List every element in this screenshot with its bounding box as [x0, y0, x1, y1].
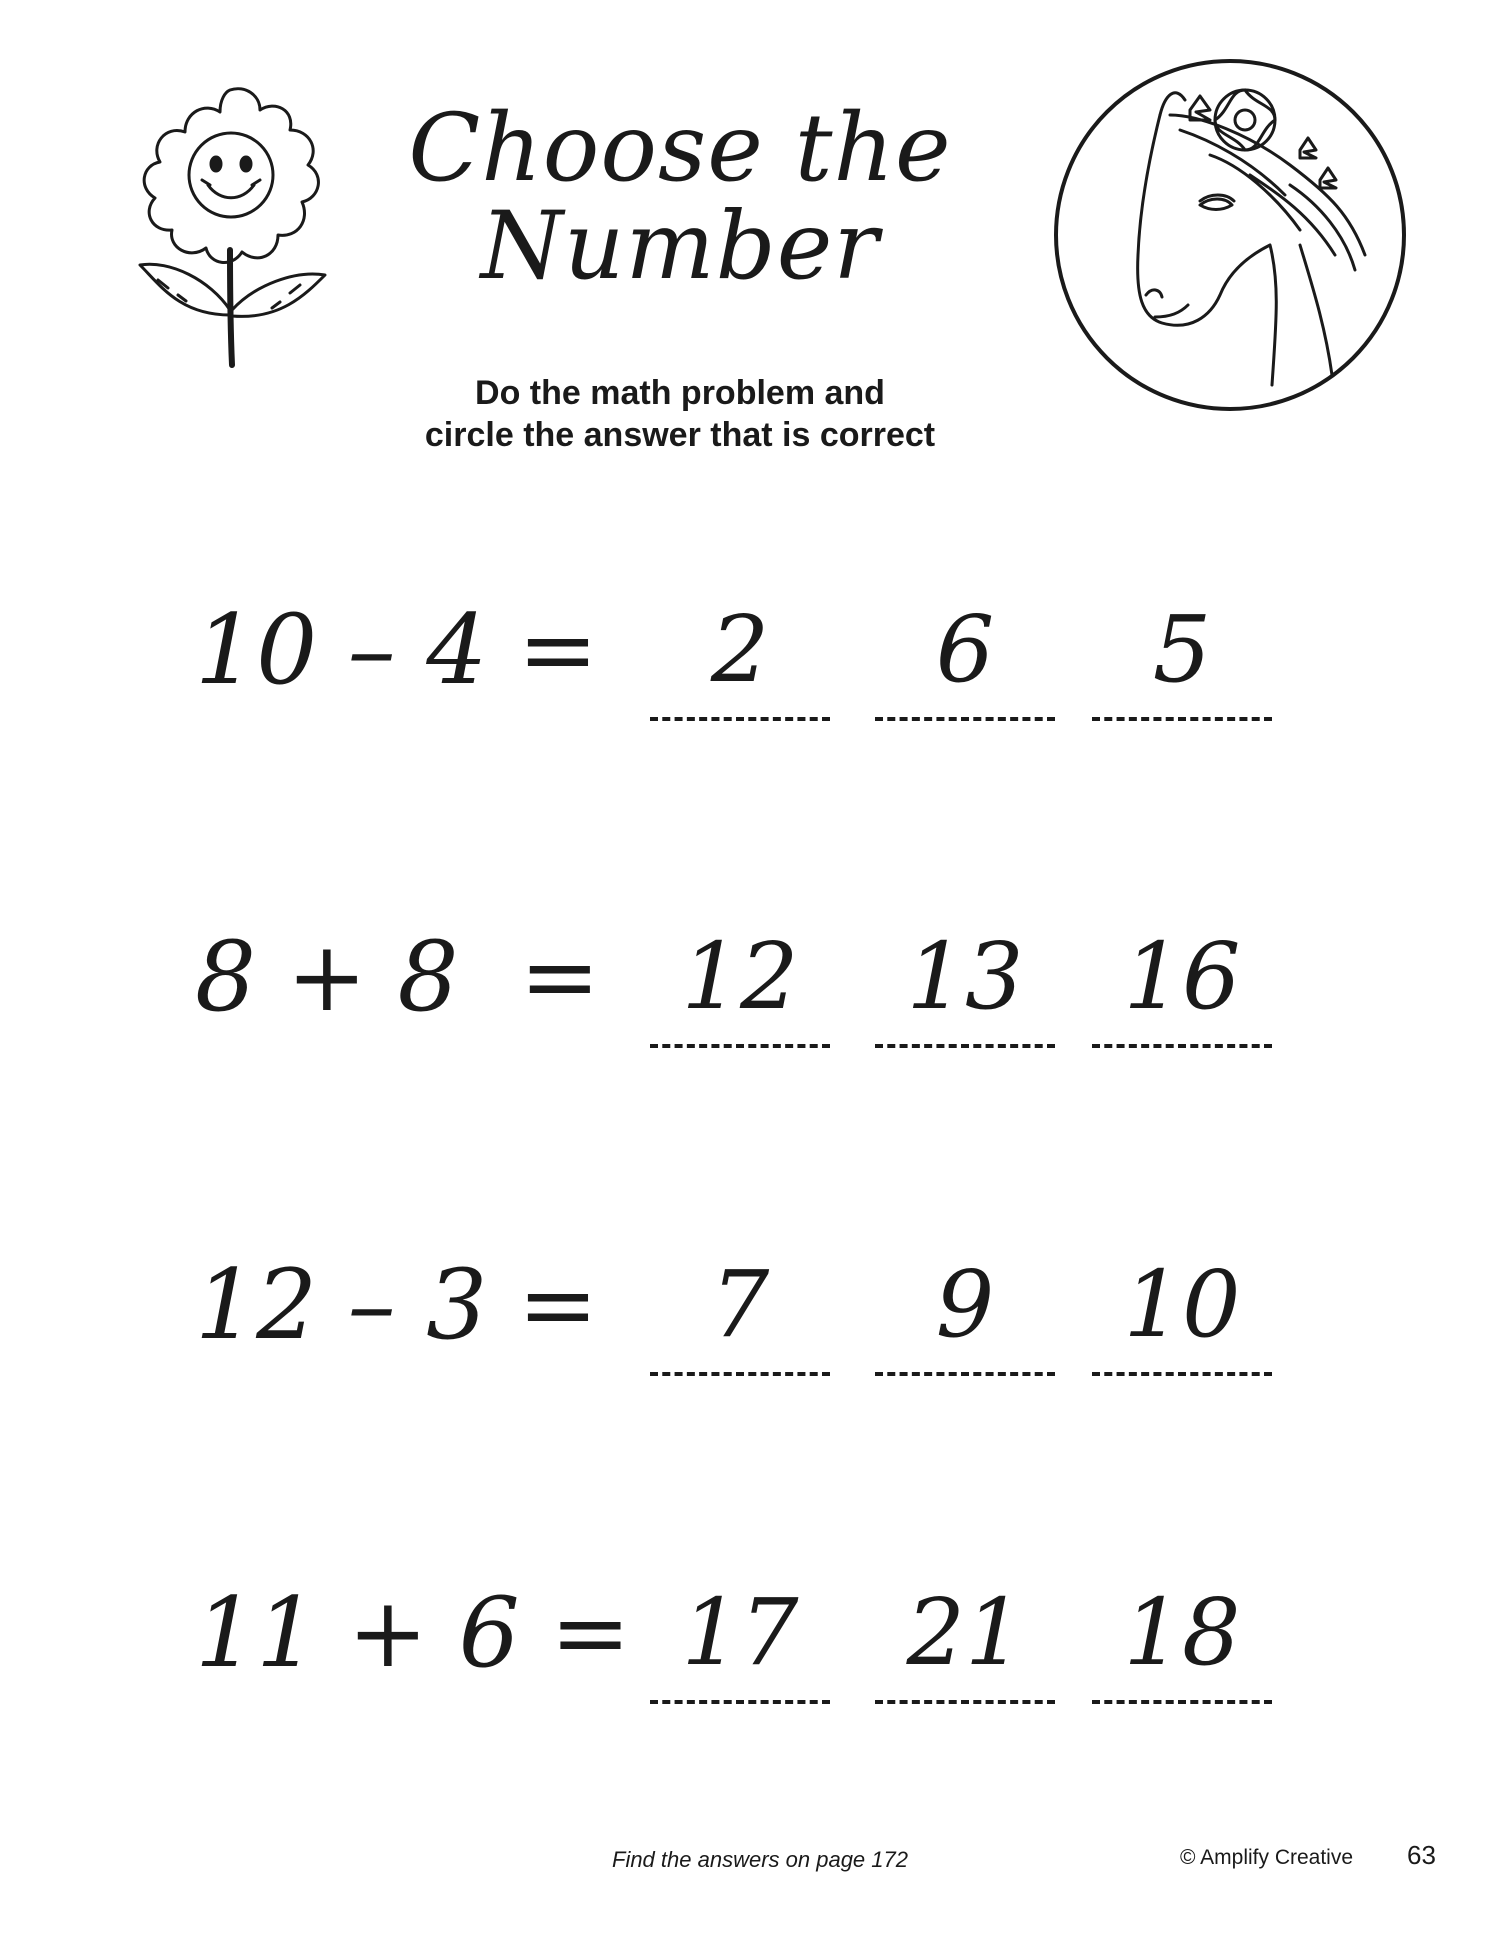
answer-underline: [650, 1372, 830, 1376]
answer-option[interactable]: 13: [906, 923, 1024, 1030]
answer-option[interactable]: 9: [935, 1251, 995, 1358]
answer-underline: [875, 717, 1055, 721]
problem-expression: 8 + 8 =: [195, 921, 601, 1033]
instruction-line-2: circle the answer that is correct: [424, 416, 936, 454]
instruction-line-1: Do the math problem and: [475, 374, 885, 412]
problem-expression: 12 – 3 =: [195, 1249, 599, 1361]
answer-underline: [1092, 1372, 1272, 1376]
answer-underline: [875, 1700, 1055, 1704]
answer-underline: [650, 717, 830, 721]
answer-option[interactable]: 5: [1152, 596, 1212, 703]
answer-underline: [1092, 1700, 1272, 1704]
page-number: 63: [1407, 1840, 1436, 1870]
answer-option[interactable]: 2: [710, 596, 770, 703]
title-line-2: Number: [480, 192, 880, 301]
problem-row: [0, 1578, 1500, 1728]
answer-option[interactable]: 12: [681, 923, 799, 1030]
problem-expression: 10 – 4 =: [195, 594, 599, 706]
problem-expression: 11 + 6 =: [195, 1577, 631, 1689]
problem-row: [0, 922, 1500, 1072]
answer-underline: [1092, 1044, 1272, 1048]
problem-row: [0, 595, 1500, 745]
answer-option[interactable]: 6: [935, 596, 995, 703]
answer-underline: [650, 1044, 830, 1048]
answer-option[interactable]: 17: [681, 1579, 799, 1686]
instructions: [380, 372, 980, 456]
answer-option[interactable]: 10: [1123, 1251, 1241, 1358]
answer-underline: [875, 1372, 1055, 1376]
answer-underline: [875, 1044, 1055, 1048]
answer-option[interactable]: 7: [710, 1251, 770, 1358]
problem-row: [0, 1250, 1500, 1400]
answer-option[interactable]: 21: [906, 1579, 1024, 1686]
answers-reference: Find the answers on page 172: [612, 1847, 908, 1872]
answer-option[interactable]: 18: [1123, 1579, 1241, 1686]
answer-underline: [1092, 717, 1272, 721]
page-title: [380, 94, 980, 301]
title-line-1: Choose the: [408, 94, 952, 203]
copyright-text: © Amplify Creative: [1180, 1846, 1354, 1869]
answer-option[interactable]: 16: [1123, 923, 1241, 1030]
flower-icon: [130, 80, 330, 370]
answer-underline: [650, 1700, 830, 1704]
horse-icon: [1050, 55, 1410, 415]
